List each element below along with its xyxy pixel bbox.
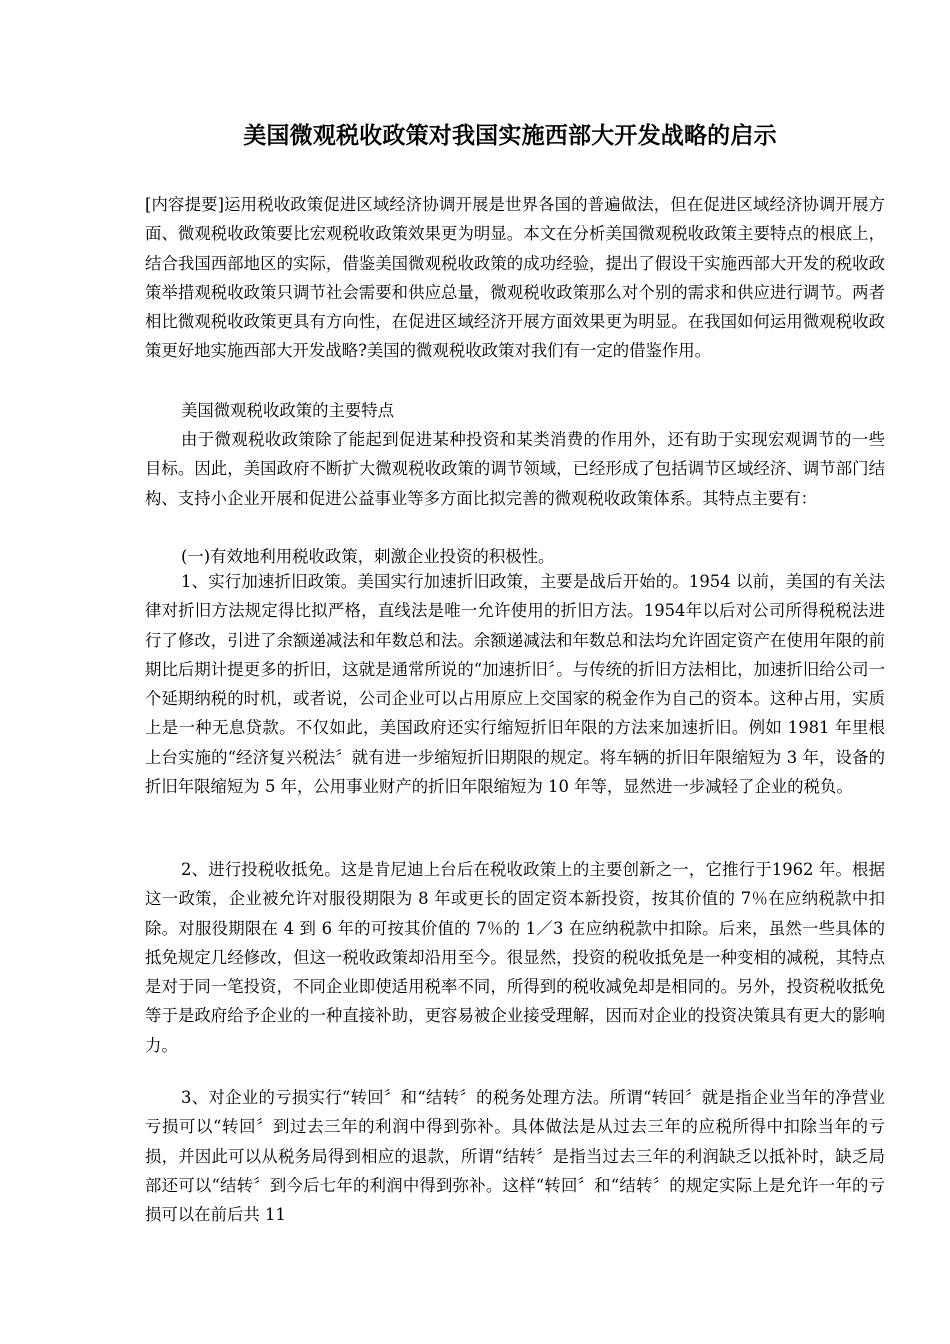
subsection-heading: (一)有效地利用税收政策，刺激企业投资的积极性。 bbox=[181, 547, 555, 566]
body-paragraph-depreciation: 1、实行加速折旧政策。美国实行加速折旧政策，主要是战后开始的。1954 以前，美国的有关法律对折旧方法规定得比拟严格，直线法是唯一允许使用的折旧方法。1954年以后对公司所得税税法进行了修改，引进了余额递减法和年数总和法。余额递减法和年数总和法均允许固定资产在使用年限的前期比后期计提更多的折旧，这就是通常所说的“加速折旧〞。与传统的折旧方法相比，加速折旧给公司一个延期纳税的时机，或者说，公司企业可以占用原应上交国家的税金作为自己的资本。这种占用，实质上是一种无息贷款。不仅如此，美国政府还实行缩短折旧年限的方法来加速折旧。例如 1981 年里根上台实施的“经济复兴税法〞就有进一步缩短折旧期限的规定。将车辆的折旧年限缩短为 3 年，设备的折旧年限缩短为 5 年，公用事业财产的折旧年限缩短为 10 年等，显然进一步减轻了企业的税负。 bbox=[145, 572, 885, 797]
body-paragraph-loss-carry: 3、对企业的亏损实行“转回〞和“结转〞的税务处理方法。所谓“转回〞就是指企业当年的净营业亏损可以“转回〞到过去三年的利润中得到弥补。具体做法是从过去三年的应税所得中扣除当年的亏损，并因此可以从税务局得到相应的退款，所谓“结转〞是指当过去三年的利润缺乏以抵补时，缺乏局部还可以“结转〞到今后七年的利润中得到弥补。这样“转回〞和“结转〞的规定实际上是允许一年的亏损可以在前后共 11 bbox=[145, 1088, 885, 1225]
section-heading: 美国微观税收政策的主要特点 bbox=[181, 401, 395, 420]
abstract-paragraph: [内容提要]运用税收政策促进区域经济协调开展是世界各国的普遍做法，但在促进区域经济协调开展方面、微观税收政策要比宏观税收政策效果更为明显。本文在分析美国微观税收政策主要特点的根底上，结合我国西部地区的实际，借鉴美国微观税收政策的成功经验，提出了假设干实施西部大开发的税收政策举措观税收政策只调节社会需要和供应总量，微观税收政策那么对个别的需求和供应进行调节。两者相比微观税收政策更具有方向性，在促进区域经济开展方面效果更为明显。在我国如何运用微观税收政策更好地实施西部大开发战略?美国的微观税收政策对我们有一定的借鉴作用。 bbox=[145, 195, 885, 361]
body-paragraph-tax-credit: 2、进行投税收抵免。这是肯尼迪上台后在税收政策上的主要创新之一，它推行于1962 年。根据这一政策，企业被允许对服役期限为 8 年或更长的固定资本新投资，按其价值的 7％在应纳税款中扣除。对服役期限在 4 到 6 年的可按其价值的 7％的 1／3 在应纳税款中扣除。后来，虽然一些具体的抵免规定几经修改，但这一税收政策却沿用至今。很显然，投资的税收抵免是一种变相的减税，其特点是对于同一笔投资，不同企业即使适用税率不同，所得到的税收减免却是相同的。另外，投资税收抵免等于是政府给予企业的一种直接补助，更容易被企业接受理解，因而对企业的投资决策具有更大的影响力。 bbox=[145, 860, 885, 1055]
body-paragraph: 由于微观税收政策除了能起到促进某种投资和某类消费的作用外，还有助于实现宏观调节的一些目标。因此，美国政府不断扩大微观税收政策的调节领域，已经形成了包括调节区域经济、调节部门结构、支持小企业开展和促进公益事业等多方面比拟完善的微观税收政策体系。其特点主要有： bbox=[145, 430, 885, 508]
document-title: 美国微观税收政策对我国实施西部大开发战略的启示 bbox=[243, 122, 777, 149]
